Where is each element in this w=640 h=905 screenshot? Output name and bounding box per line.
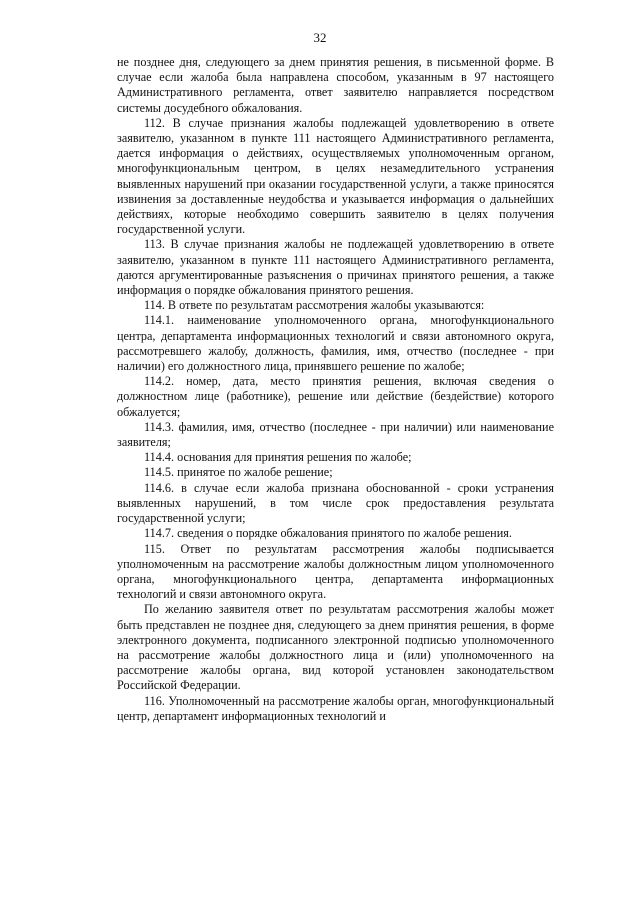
paragraph-114-7: 114.7. сведения о порядке обжалования принятого по жалобе решения. xyxy=(144,526,512,541)
paragraph-114-3: 114.3. фамилия, имя, отчество (последнее - при наличии) или наименование заявителя; xyxy=(117,419,554,450)
paragraph-116: 116. Уполномоченный на рассмотрение жалобы орган, многофункциональный центр, департамент информационных технологий и xyxy=(117,693,554,723)
paragraph-114-6: 114.6. в случае если жалоба признана обоснованной - сроки устранения выявленных нарушений, в том числе срок предоставления результата государственной услуги; xyxy=(117,480,554,526)
paragraph-114: 114. В ответе по результатам рассмотрения жалобы указываются: xyxy=(144,298,485,313)
paragraph-114-1: 114.1. наименование уполномоченного органа, многофункционального центра, департамента информационных технологий и связи автономного округа, рассмотревшего жалобу, должность, фамилия, имя, отчество (последнее - при наличии) его должностного лица, принявшего решение по жалобе; xyxy=(117,313,554,374)
paragraph-115-electronic: По желанию заявителя ответ по результатам рассмотрения жалобы может быть представлен не позднее дня, следующего за днем принятия решения, в форме электронного документа, подписанного электронной подписью уполномоченного на рассмотрение жалобы должностного лица и (или) уполномоченного на рассмотрение жалобы органа, вид которой установлен законодательством Российской Федерации. xyxy=(117,602,554,693)
paragraph-112: 112. В случае признания жалобы подлежащей удовлетворению в ответе заявителю, указанном в пункте 111 настоящего Административного регламента, дается информация о действиях, осуществляемых уполномоченным органом, многофункциональным центром, в целях незамедлительного устранения выявленных нарушений при оказании государственной услуги, а также приносятся извинения за доставленные неудобства и указывается информация о дальнейших действиях, которые необходимо совершить заявителю в целях получения государственной услуги. xyxy=(117,115,554,237)
paragraph-114-2: 114.2. номер, дата, место принятия решения, включая сведения о должностном лице (работнике), решение или действие (бездействие) которого обжалуется; xyxy=(117,374,554,419)
paragraph-113: 113. В случае признания жалобы не подлежащей удовлетворению в ответе заявителю, указанном в пункте 111 настоящего Административного регламента, даются аргументированные разъяснения о причинах принятого решения, а также информация о порядке обжалования принятого решения. xyxy=(117,237,554,298)
paragraph-115: 115. Ответ по результатам рассмотрения жалобы подписывается уполномоченным на рассмотрение жалобы должностным лицом уполномоченного органа, многофункционального центра, департамента информационных технологий и связи автономного округа. xyxy=(117,541,554,602)
paragraph-114-5: 114.5. принятое по жалобе решение; xyxy=(144,465,333,480)
paragraph-continuation: не позднее дня, следующего за днем принятия решения, в письменной форме. В случае если жалоба была направлена способом, указанным в 97 настоящего Административного регламента, ответ заявителю направляется посредством системы досудебного обжалования. xyxy=(117,55,554,115)
page-number: 32 xyxy=(313,30,327,45)
body-text xyxy=(117,55,554,724)
paragraph-114-4: 114.4. основания для принятия решения по жалобе; xyxy=(144,450,412,465)
